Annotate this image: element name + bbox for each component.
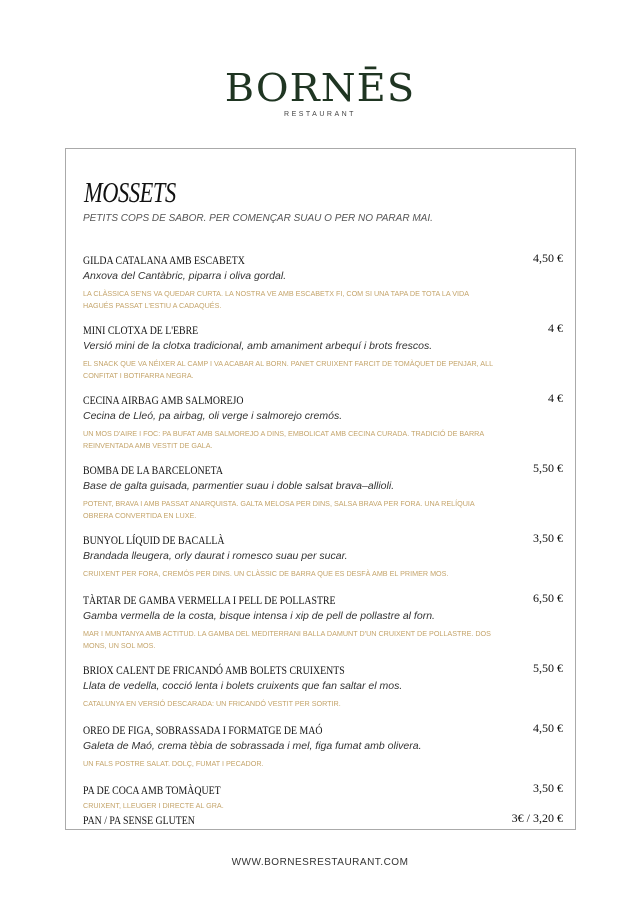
item-name: PA DE COCA AMB TOMÀQUET (83, 783, 221, 797)
menu-item (83, 321, 563, 381)
menu-item (83, 461, 563, 521)
item-price: 3,50 € (533, 781, 563, 795)
item-description: Base de galta guisada, parmentier suau i doble salsat brava–allioli. (83, 480, 395, 492)
item-note: UN MOS D'AIRE I FOC: PA BUFAT AMB SALMOREJO A DINS, EMBOLICAT AMB CECINA CURADA. TRADICIÓ DE BARRA REINVENTADA AMB VESTIT DE GALA. (83, 429, 484, 450)
item-description: Versió mini de la clotxa tradicional, amb amaniment arbequí i brots frescos. (83, 340, 433, 352)
section-title: MOSSETS (84, 178, 176, 209)
item-price: 4,50 € (533, 251, 563, 265)
item-name: TÀRTAR DE GAMBA VERMELLA I PELL DE POLLASTRE (83, 593, 336, 607)
menu-item (83, 811, 563, 829)
logo-subtitle: RESTAURANT (284, 111, 356, 118)
item-description: Cecina de Lleó, pa airbag, oli verge i salmorejo cremós. (83, 410, 343, 422)
menu-item (83, 391, 563, 451)
menu-item (83, 531, 563, 580)
item-price: 3,50 € (533, 531, 563, 545)
item-price: 5,50 € (533, 461, 563, 475)
item-note: MAR I MUNTANYA AMB ACTITUD. LA GAMBA DEL MEDITERRANI BALLA DAMUNT D'UN CRUIXENT DE POLLASTRE. DOS MONS, UN SOL MOS. (83, 629, 491, 650)
item-name: MINI CLOTXA DE L'EBRE (83, 323, 199, 337)
item-price: 5,50 € (533, 661, 563, 675)
item-description: Gamba vermella de la costa, bisque intensa i xip de pell de pollastre al forn. (83, 610, 435, 622)
item-description: Brandada lleugera, orly daurat i romesco suau per sucar. (83, 550, 348, 562)
menu-item (83, 251, 563, 311)
item-note: CRUIXENT, LLEUGER I DIRECTE AL GRA. (83, 801, 224, 810)
item-note: POTENT, BRAVA I AMB PASSAT ANARQUISTA. GALTA MELOSA PER DINS, SALSA BRAVA PER FORA. UNA RELÍQUIA OBRERA CONVERTIDA EN LUXE. (83, 499, 475, 520)
menu-item (83, 661, 563, 710)
item-price: 4,50 € (533, 721, 563, 735)
item-description: Anxova del Cantàbric, piparra i oliva gordal. (83, 270, 287, 282)
item-note: CATALUNYA EN VERSIÓ DESCARADA: UN FRICANDÓ VESTIT PER SORTIR. (83, 699, 341, 708)
item-name: PAN / PA SENSE GLUTEN (83, 813, 195, 827)
item-note: CRUIXENT PER FORA, CREMÓS PER DINS. UN CLÀSSIC DE BARRA QUE ES DESFÀ AMB EL PRIMER MOS. (83, 569, 449, 578)
item-name: CECINA AIRBAG AMB SALMOREJO (83, 393, 244, 407)
item-description: Galeta de Maó, crema tèbia de sobrassada i mel, figa fumat amb olivera. (83, 740, 422, 752)
item-price: 4 € (548, 321, 563, 335)
menu-item (83, 721, 563, 770)
item-price: 4 € (548, 391, 563, 405)
item-note: UN FALS POSTRE SALAT. DOLÇ, FUMAT I PECADOR. (83, 759, 264, 768)
section-subtitle: PETITS COPS DE SABOR. PER COMENÇAR SUAU O PER NO PARAR MAI. (83, 213, 433, 224)
item-description: Llata de vedella, cocció lenta i bolets cruixents que fan saltar el mos. (83, 680, 403, 692)
item-name: BUNYOL LÍQUID DE BACALLÀ (83, 533, 225, 547)
item-name: BOMBA DE LA BARCELONETA (83, 463, 223, 477)
menu-item (83, 781, 563, 812)
item-name: GILDA CATALANA AMB ESCABETX (83, 253, 245, 267)
menu-item (83, 591, 563, 651)
website-link[interactable]: WWW.BORNESRESTAURANT.COM (231, 857, 409, 868)
item-name: OREO DE FIGA, SOBRASSADA I FORMATGE DE MAÓ (83, 723, 323, 737)
item-price: 6,50 € (533, 591, 563, 605)
restaurant-logo: BORNĒS (224, 66, 416, 110)
item-price: 3€ / 3,20 € (511, 811, 563, 825)
item-note: EL SNACK QUE VA NÉIXER AL CAMP I VA ACABAR AL BORN. PANET CRUIXENT FARCIT DE TOMÀQUET DE PENJAR, ALL CONFITAT I BOTIFARRA NEGRA. (83, 359, 493, 380)
item-name: BRIOX CALENT DE FRICANDÓ AMB BOLETS CRUIXENTS (83, 663, 345, 677)
item-note: LA CLÀSSICA SE'NS VA QUEDAR CURTA. LA NOSTRA VE AMB ESCABETX FI, COM SI UNA TAPA DE TOTA LA VIDA HAGUÉS PASSAT L'ESTIU A CADAQUÉS. (83, 289, 469, 310)
